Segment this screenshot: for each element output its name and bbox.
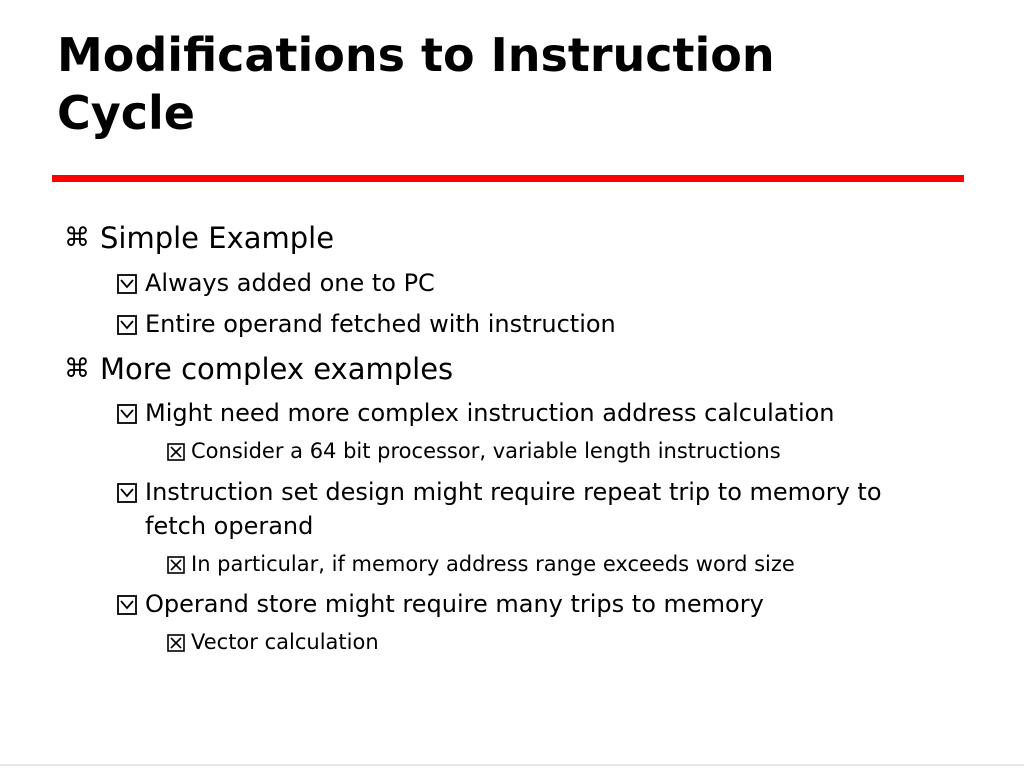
x-box-icon [167,556,185,574]
slide-title-line2: Cycle [57,86,195,140]
bullet-entire-operand [145,307,616,341]
bullet-simple-example [64,221,335,255]
bullet-operand-store [145,587,764,621]
x-box-icon [167,634,185,652]
x-box-icon [167,443,185,461]
bullet-text: Simple Example [100,221,335,255]
check-box-icon [117,404,137,424]
bullet-vector-calculation [191,628,379,656]
bullet-text-line1: Instruction set design might require repeat trip to memory to [145,478,882,506]
bullet-text: Operand store might require many trips to memory [145,590,764,618]
bullet-text: Entire operand fetched with instruction [145,310,616,338]
bullet-might-need [145,396,835,430]
bullet-text: More complex examples [100,352,454,386]
command-icon: ⌘ [64,223,90,253]
bullet-text: Might need more complex instruction address calculation [145,399,835,427]
bullet-always-added [145,266,435,300]
check-box-icon [117,274,137,294]
bullet-text-line2: fetch operand [145,512,314,540]
bullet-text: Always added one to PC [145,269,435,297]
command-icon: ⌘ [64,354,90,384]
slide-title-line1: Modifications to Instruction [57,28,775,82]
bullet-instruction-set [145,475,882,543]
bullet-more-complex [64,352,454,386]
check-box-icon [117,483,137,503]
bullet-text: In particular, if memory address range exceeds word size [191,552,795,576]
bottom-divider [0,764,1024,766]
bullet-text: Consider a 64 bit processor, variable length instructions [191,439,781,463]
check-box-icon [117,595,137,615]
bullet-in-particular [191,550,795,578]
check-box-icon [117,315,137,335]
bullet-consider-64bit [191,437,781,465]
bullet-text: Vector calculation [191,630,379,654]
